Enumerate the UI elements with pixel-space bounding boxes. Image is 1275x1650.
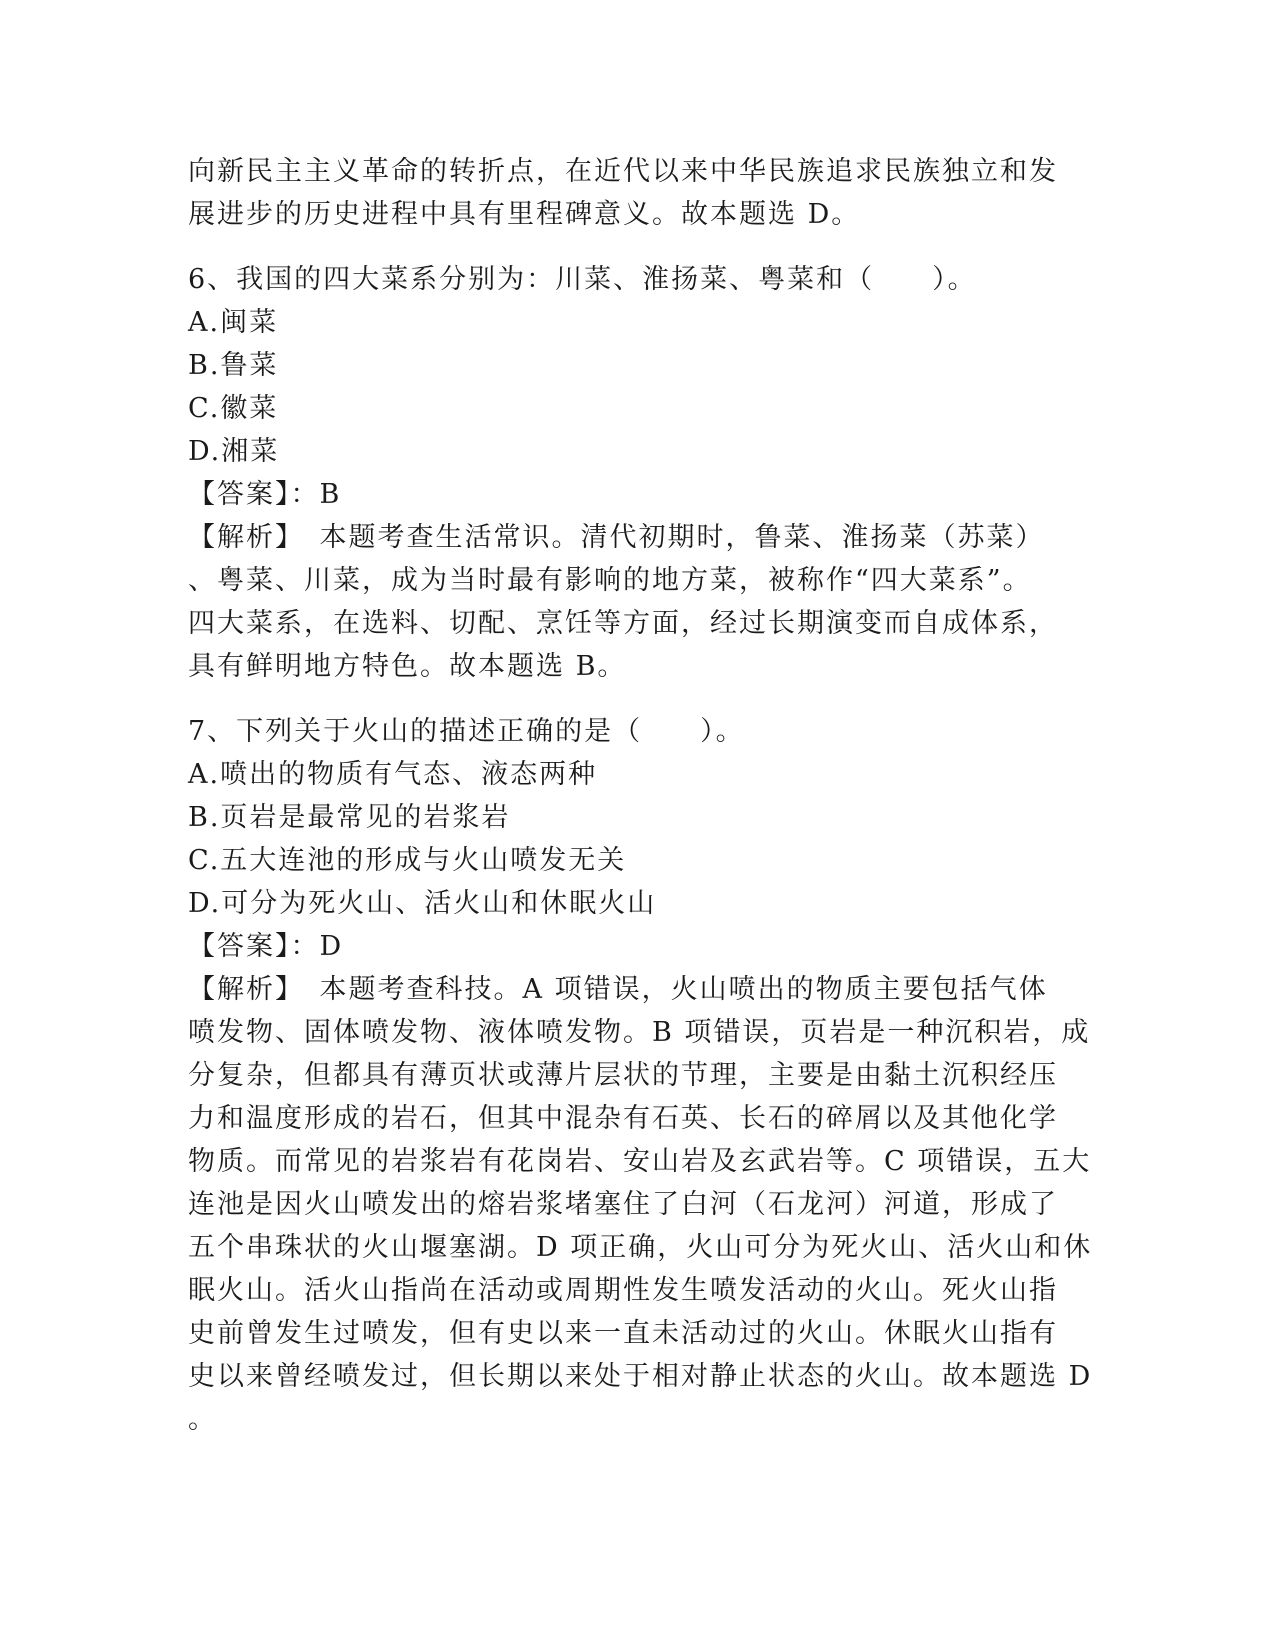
option-c: C.徽菜 (188, 393, 279, 424)
analysis-line: 【解析】 本题考查科技。A 项错误，火山喷出的物质主要包括气体 (188, 974, 1048, 1005)
analysis-line: 力和温度形成的岩石，但其中混杂有石英、长石的碎屑以及其他化学 (188, 1103, 1058, 1134)
analysis-line: 连池是因火山喷发出的熔岩浆堵塞住了白河（石龙河）河道，形成了 (188, 1189, 1058, 1220)
analysis-line: 物质。而常见的岩浆岩有花岗岩、安山岩及玄武岩等。C 项错误，五大 (188, 1146, 1092, 1177)
option-a: A.喷出的物质有气态、液态两种 (188, 759, 598, 790)
option-c: C.五大连池的形成与火山喷发无关 (188, 845, 627, 876)
document-page (188, 150, 1093, 1441)
previous-analysis-continuation (188, 150, 1088, 236)
analysis-line: 具有鲜明地方特色。故本题选 B。 (188, 651, 627, 682)
question-7 (188, 710, 1093, 1441)
analysis-line: 五个串珠状的火山堰塞湖。D 项正确，火山可分为死火山、活火山和休 (188, 1232, 1093, 1263)
option-a: A.闽菜 (188, 307, 279, 338)
analysis-line: 分复杂，但都具有薄页状或薄片层状的节理，主要是由黏土沉积经压 (188, 1060, 1058, 1091)
analysis-line: 喷发物、固体喷发物、液体喷发物。B 项错误，页岩是一种沉积岩，成 (188, 1017, 1091, 1048)
option-b: B.鲁菜 (188, 350, 279, 381)
analysis-line: 【解析】 本题考查生活常识。清代初期时，鲁菜、淮扬菜（苏菜） (188, 522, 1045, 553)
option-d: D.可分为死火山、活火山和休眠火山 (188, 888, 657, 919)
option-b: B.页岩是最常见的岩浆岩 (188, 802, 511, 833)
question-stem: 6、我国的四大菜系分别为：川菜、淮扬菜、粤菜和（ ）。 (188, 264, 977, 295)
text-line: 展进步的历史进程中具有里程碑意义。故本题选 D。 (188, 199, 861, 230)
text-line: 向新民主主义革命的转折点，在近代以来中华民族追求民族独立和发 (188, 156, 1058, 187)
analysis-line: 、粤菜、川菜，成为当时最有影响的地方菜，被称作“四大菜系”。 (188, 565, 1032, 596)
question-stem: 7、下列关于火山的描述正确的是（ ）。 (188, 716, 745, 747)
question-6 (188, 258, 1088, 688)
analysis-line: 眠火山。活火山指尚在活动或周期性发生喷发活动的火山。死火山指 (188, 1275, 1058, 1306)
analysis-line: 史以来曾经喷发过，但长期以来处于相对静止状态的火山。故本题选 D (188, 1361, 1093, 1392)
option-d: D.湘菜 (188, 436, 280, 467)
analysis-line: 四大菜系，在选料、切配、烹饪等方面，经过长期演变而自成体系， (188, 608, 1058, 639)
analysis-line: 。 (188, 1404, 217, 1435)
answer: 【答案】：B (188, 479, 342, 510)
analysis-line: 史前曾发生过喷发，但有史以来一直未活动过的火山。休眠火山指有 (188, 1318, 1058, 1349)
answer: 【答案】：D (188, 931, 344, 962)
